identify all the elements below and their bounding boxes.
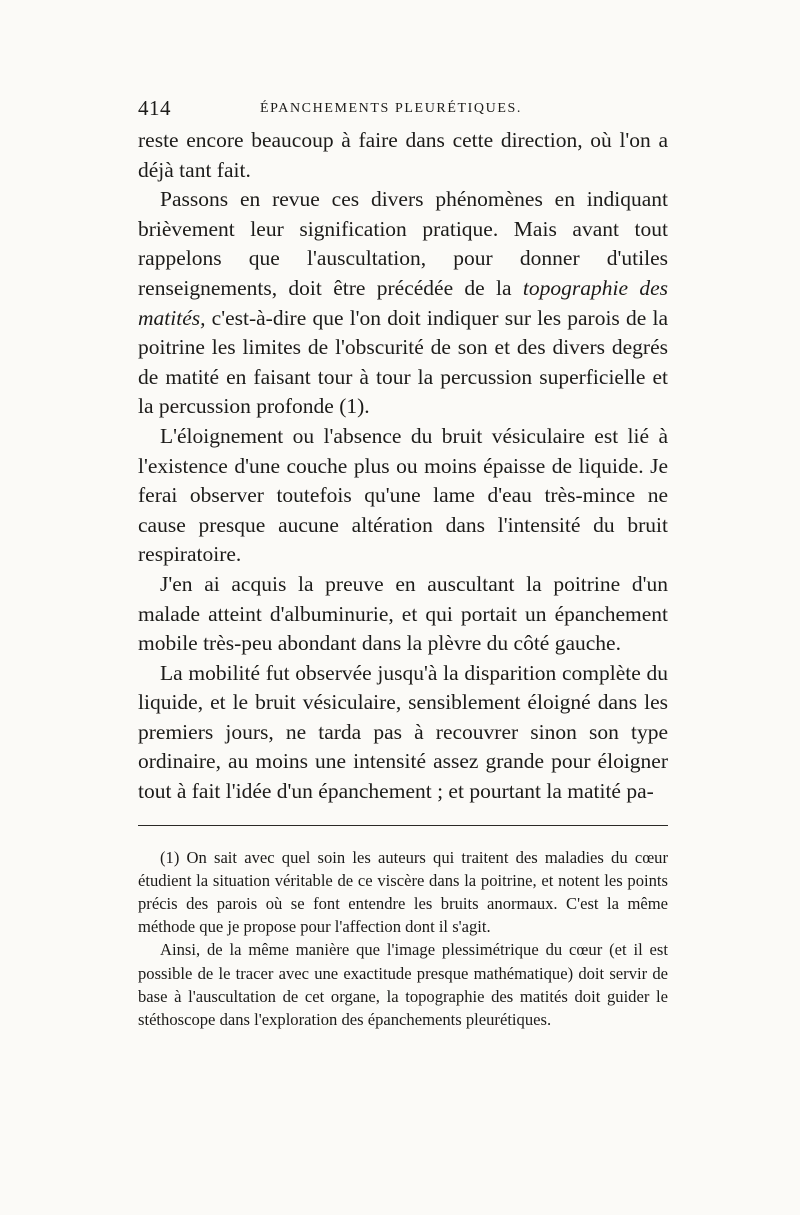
- paragraph-text: Passons en revue ces divers phénomènes en indiquant brièvement leur signification pratique. Mais avant tout rappelons que l'auscultation, pour donner d'utiles renseignements, doit être précédée de la: [138, 187, 668, 300]
- italic-term: topographie des matités,: [138, 275, 668, 330]
- paragraph-text: c'est-à-dire que l'on doit indiquer sur les parois de la poitrine les limites de l'obscurité de son et des divers degrés de matité en faisant tour à tour la percussion superficielle et la percussion profonde (1).: [138, 305, 668, 419]
- paragraph-topographie: [138, 185, 668, 422]
- paragraph-preuve: J'en ai acquis la preuve en auscultant la poitrine d'un malade atteint d'albuminurie, et qui portait un épanchement mobile très-peu abondant dans la plèvre du côté gauche.: [138, 571, 668, 656]
- running-head: [138, 96, 668, 124]
- body-text: [138, 126, 668, 807]
- footnote-1: (1) On sait avec quel soin les auteurs qui traitent des maladies du cœur étudient la situation véritable de ce viscère dans la poitrine, et notent les points précis des parois où se font entendre les bruits anormaux. C'est la même méthode que je propose pour l'affection dont il s'agit.: [138, 847, 668, 937]
- paragraph-mobilite: La mobilité fut observée jusqu'à la disparition complète du liquide, et le bruit vésiculaire, sensiblement éloigné dans les premiers jours, ne tarda pas à recouvrer sinon son type ordinaire, au moins une intensité assez grande pour éloigner tout à fait l'idée d'un épanchement ; et pourtant la matité pa-: [138, 660, 668, 804]
- running-title: ÉPANCHEMENTS PLEURÉTIQUES.: [260, 101, 522, 116]
- footnotes: [138, 846, 668, 1032]
- footnote-1-continued: Ainsi, de la même manière que l'image plessimétrique du cœur (et il est possible de le tracer avec une exactitude presque mathématique) doit servir de base à l'auscultation de cet organe, la topographie des matités doit guider le stéthoscope dans l'exploration des épanchements pleurétiques.: [138, 940, 668, 1030]
- book-page: [138, 96, 668, 1031]
- page-number: 414: [138, 96, 171, 120]
- footnote-rule: [138, 825, 668, 826]
- paragraph-continuation: reste encore beaucoup à faire dans cette direction, où l'on a déjà tant fait.: [138, 128, 668, 182]
- paragraph-eloignement: L'éloignement ou l'absence du bruit vésiculaire est lié à l'existence d'une couche plus ou moins épaisse de liquide. Je ferai observer toutefois qu'une lame d'eau très-mince ne cause presque aucune altération dans l'intensité du bruit respiratoire.: [138, 423, 668, 567]
